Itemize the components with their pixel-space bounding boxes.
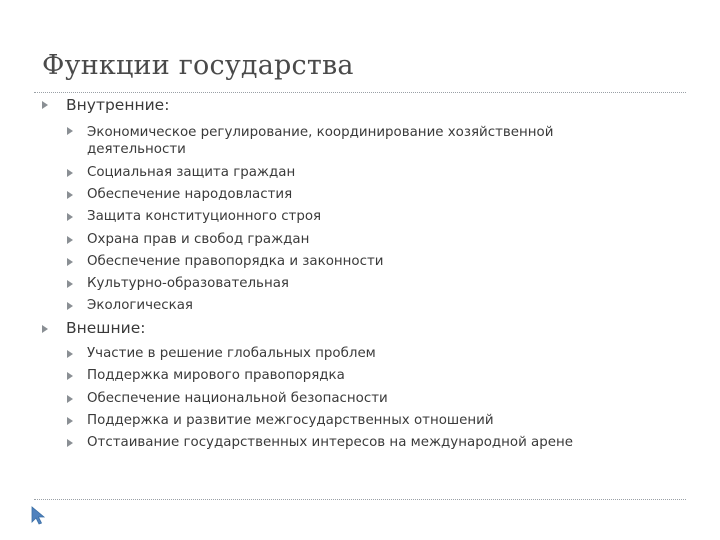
list-item: Поддержка мирового правопорядка: [87, 368, 345, 383]
triangle-right-icon: [67, 350, 73, 358]
slide-title: Функции государства: [42, 50, 354, 81]
triangle-right-icon: [67, 280, 73, 288]
list-item: Обеспечение национальной безопасности: [87, 391, 388, 406]
title-divider: [34, 92, 686, 93]
list-item: Социальная защита граждан: [87, 165, 296, 180]
triangle-right-icon: [42, 325, 48, 333]
list-item: Обеспечение правопорядка и законности: [87, 254, 384, 269]
list-item: Отстаивание государственных интересов на международной арене: [87, 435, 573, 450]
triangle-right-icon: [67, 258, 73, 266]
triangle-right-icon: [67, 417, 73, 425]
triangle-right-icon: [67, 236, 73, 244]
triangle-right-icon: [67, 372, 73, 380]
section-heading-internal: Внутренние:: [66, 96, 170, 114]
triangle-right-icon: [67, 213, 73, 221]
list-item: Защита конституционного строя: [87, 209, 322, 224]
section-heading-external: Внешние:: [66, 319, 146, 337]
triangle-right-icon: [67, 127, 73, 135]
footer-divider: [34, 499, 686, 500]
triangle-right-icon: [42, 101, 48, 109]
triangle-right-icon: [67, 169, 73, 177]
list-item: Экономическое регулирование, координирование хозяйственной: [87, 125, 554, 140]
triangle-right-icon: [67, 302, 73, 310]
list-item: Культурно-образовательная: [87, 276, 289, 291]
triangle-right-icon: [67, 191, 73, 199]
list-item: Охрана прав и свобод граждан: [87, 232, 310, 247]
list-item: Экологическая: [87, 298, 193, 313]
list-item: Участие в решение глобальных проблем: [87, 346, 376, 361]
list-item: Поддержка и развитие межгосударственных отношений: [87, 413, 494, 428]
triangle-right-icon: [67, 395, 73, 403]
list-item-continuation: деятельности: [87, 142, 186, 157]
list-item: Обеспечение народовластия: [87, 187, 293, 202]
pen-arrow-icon[interactable]: [28, 504, 50, 530]
triangle-right-icon: [67, 439, 73, 447]
